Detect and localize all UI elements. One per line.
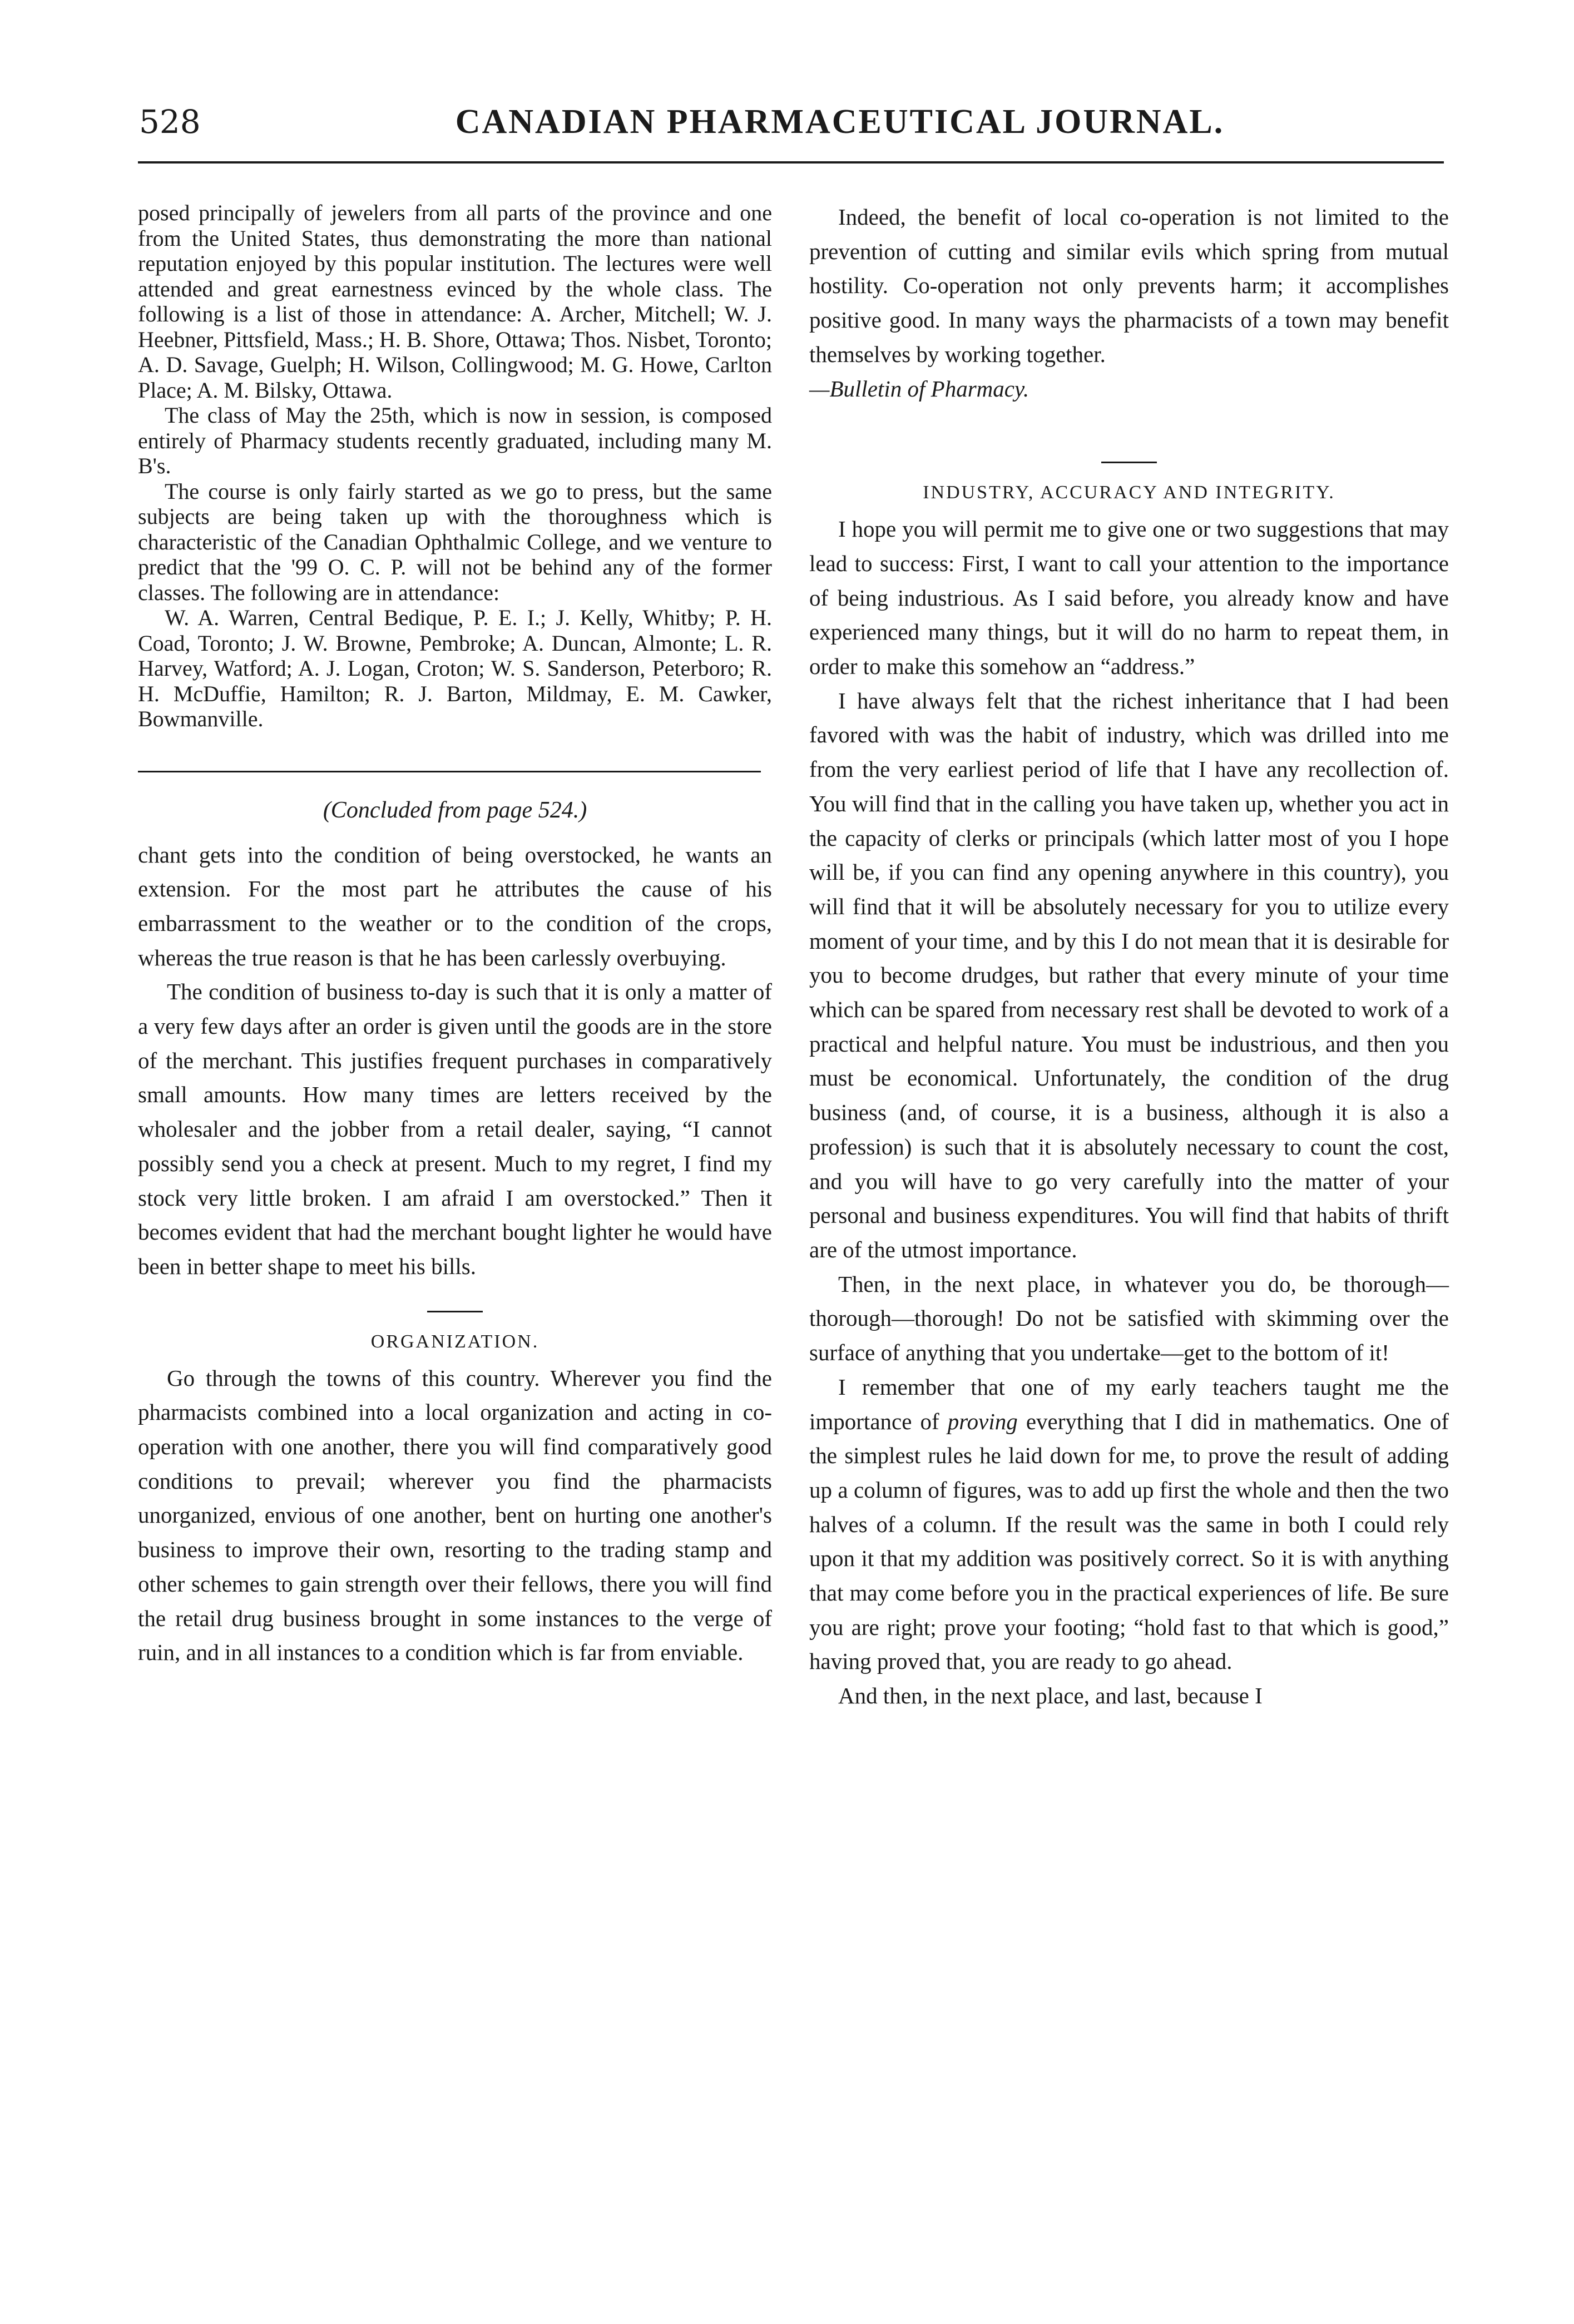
short-divider [1101,462,1157,463]
organization-heading: ORGANIZATION. [370,1331,539,1352]
right-column [809,200,1449,1713]
continued-article [138,838,772,1284]
paragraph-text: I remember that one of my early teachers taught me the importance of [809,1374,1449,1434]
college-paragraph: The course is only fairly started as we go to press, but the same subjects are being taken up with the thoroughness which is characteristic of the Canadian Ophthalmic College, and we venture to predict that the '99 O. C. P. will not be behind any of the former classes. The following are in attendance: [138,478,772,605]
concluded-note: (Concluded from page 524.) [323,797,587,823]
article-paragraph: The condition of business to-day is such that it is only a matter of a very few days after an order is given until the goods are in the store of the merchant. This justifies frequent purchases in comparatively small amounts. How many times are letters received by the wholesaler and the jobber from a retail dealer, saying, “I cannot possibly send you a check at present. Much to my regret, I find my stock very little broken. I am afraid I am overstocked.” Then it becomes evident that had the merchant bought lighter he would have been in better shape to meet his bills. [138,979,772,1279]
emphasis-word: proving [947,1408,1018,1434]
header-rule [138,161,1444,163]
college-paragraph: The class of May the 25th, which is now in session, is composed entirely of Pharmacy students recently graduated, including many M. B's. [138,403,772,478]
college-report [138,200,772,732]
article-paragraph: Go through the towns of this country. Wherever you find the pharmacists combined into a local organization and acting in co-operation with one another, there you will find comparatively good conditions to prevail; wherever you find the pharmacists unorganized, envious of one another, bent on hurting one another's business to improve their own, resorting to the trading stamp and other schemes to gain strength over their fellows, there you will find the retail drug business brought in some instances to the verge of ruin, and in all instances to a condition which is far from enviable. [138,1365,772,1666]
organization-section [138,1361,772,1670]
paragraph-text: everything that I did in mathematics. One of the simplest rules he laid down for me, to prove the result of adding up a column of figures, was to add up first the whole and then the two halves of a column. If the result was the same in both I could rely upon it that my addition was positively correct. So it is with anything that may come before you in the practical experiences of life. Be sure you are right; prove your footing; “hold fast to that which is good,” having proved that, you are ready to go ahead. [809,1408,1449,1674]
left-column [138,200,772,1670]
article-paragraph: I have always felt that the richest inheritance that I had been favored with was the habit of industry, which was drilled into me from the very earliest period of life that I have any recollection of. You will find that in the calling you have taken up, whether you act in the capacity of clerks or principals (which latter most of you I hope will be, if you can find any opening anywhere in this country), you will find that it will be absolutely necessary for you to utilize every moment of your time, and by this I do not mean that it is desirable for you to become drudges, but rather that every minute of your time which can be spared from necessary rest shall be devoted to work of a practical and helpful nature. You must be industrious, and then you must be economical. Unfortunately, the condition of the drug business (and, of course, it is a business, although it is also a profession) is such that it is absolutely necessary to count the cost, and you will have to go very carefully into the matter of your personal and business expenditures. You will find that habits of thrift are of the utmost importance. [809,687,1449,1262]
attendance-list: W. A. Warren, Central Bedique, P. E. I.; J. Kelly, Whitby; P. H. Coad, Toronto; J. W. Browne, Pembroke; A. Duncan, Almonte; L. R. Harvey, Watford; A. J. Logan, Croton; W. S. Sanderson, Peterboro; R. H. McDuffie, Hamilton; R. J. Barton, Mildmay, E. M. Cawker, Bowmanville. [138,605,772,731]
article-paragraph: Indeed, the benefit of local co-operation is not limited to the prevention of cutting and similar evils which spring from mutual hostility. Co-operation not only prevents harm; it accomplishes positive good. In many ways the pharmacists of a town may benefit themselves by working together. [809,204,1449,367]
article-paragraph: Then, in the next place, in whatever you do, be thorough—thorough—thorough! Do not be satisfied with skimming over the surface of anything that you undertake—get to the bottom of it! [809,1271,1449,1366]
page-number: 528 [139,103,201,141]
section-divider [138,771,761,772]
journal-title: CANADIAN PHARMACEUTICAL JOURNAL. [455,103,1225,141]
cooperation-section [809,200,1449,406]
industry-section [809,512,1449,1713]
article-paragraph: I hope you will permit me to give one or two suggestions that may lead to success: First, I want to call your attention to the importance of being industrious. As I said before, you already know and have experienced many things, but it will do no harm to repeat them, in order to make this somehow an “address.” [809,516,1449,680]
industry-heading: INDUSTRY, ACCURACY AND INTEGRITY. [923,482,1335,503]
source-citation: —Bulletin of Pharmacy. [809,375,1029,402]
article-paragraph [809,1370,1449,1679]
short-divider [427,1311,483,1312]
college-paragraph: posed principally of jewelers from all parts of the province and one from the United States, thus demonstrating the more than national reputation enjoyed by this popular institution. The lectures were well attended and great earnestness evinced by the whole class. The following is a list of those in attendance: A. Archer, Mitchell; W. J. Heebner, Pittsfield, Mass.; H. B. Shore, Ottawa; Thos. Nisbet, Toronto; A. D. Savage, Guelph; H. Wilson, Collingwood; M. G. Howe, Carlton Place; A. M. Bilsky, Ottawa. [138,200,772,403]
article-paragraph: And then, in the next place, and last, because I [838,1683,1263,1709]
article-paragraph: chant gets into the condition of being overstocked, he wants an extension. For the most part he attributes the cause of his embarrassment to the weather or to the condition of the crops, whereas the true reason is that he has been carlessly overbuying. [138,841,772,970]
